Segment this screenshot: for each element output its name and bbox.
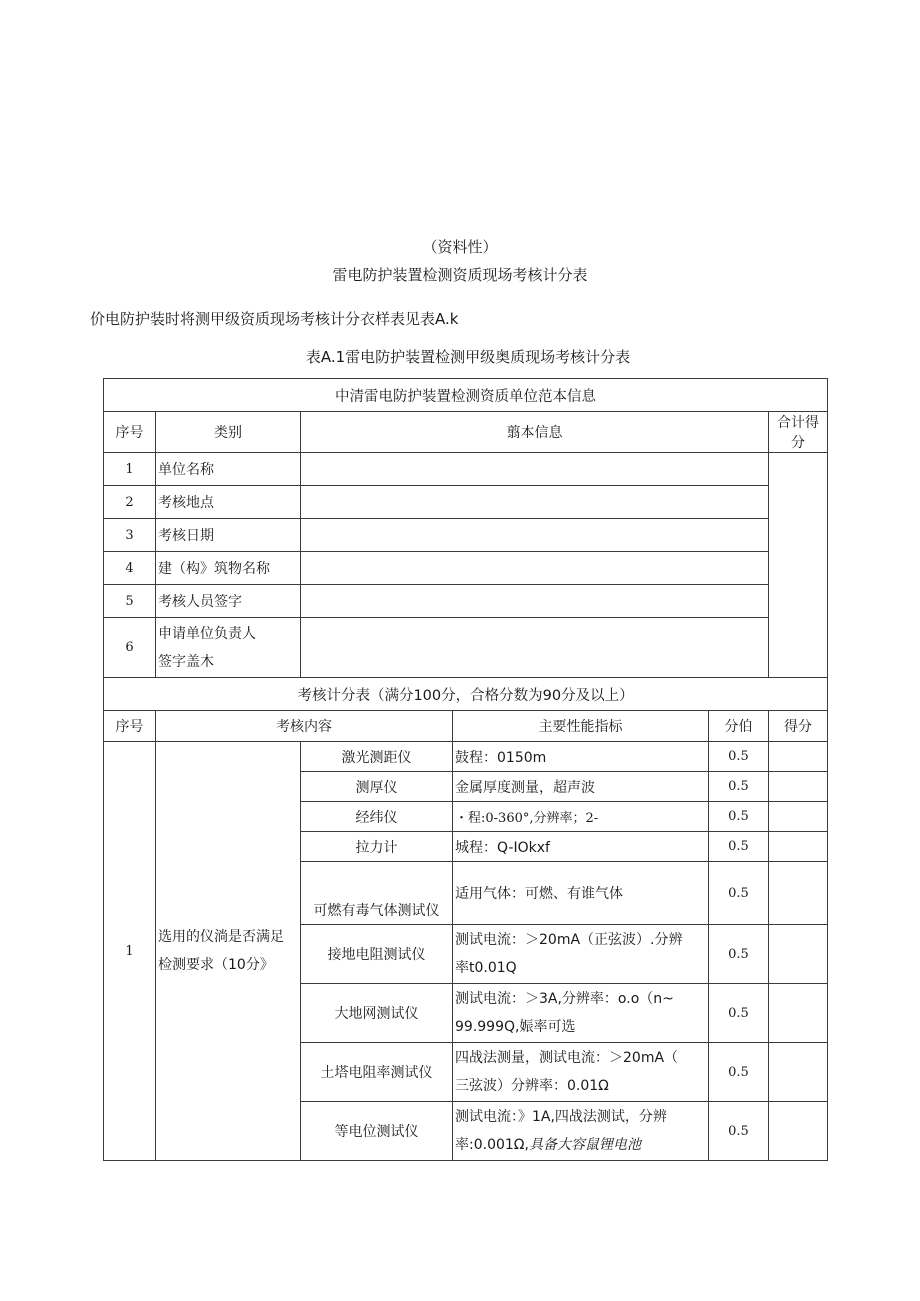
instrument-spec: 鼓程：0150m	[453, 742, 709, 772]
total-score-cell[interactable]	[769, 453, 828, 678]
info-cell[interactable]	[301, 519, 769, 552]
basic-row	[104, 552, 828, 585]
instrument-name: 拉力计	[301, 832, 453, 862]
basic-section-title: 中清雷电防护装置检测资质单位范本信息	[104, 379, 828, 412]
instrument-spec	[453, 925, 709, 984]
group-no: 1	[104, 742, 156, 1161]
instrument-spec-part: 具备大容鼠锂电池	[528, 1137, 641, 1153]
instrument-spec-line	[455, 1131, 706, 1159]
instrument-name: 可燃有毒气体测试仪	[301, 862, 453, 925]
table-caption: 表A.1雷电防护装置检测甲级奥质现场考核计分表	[305, 348, 631, 366]
instrument-spec: 金属厚度测量，超声波	[453, 772, 709, 802]
instrument-spec	[453, 1043, 709, 1102]
info-cell[interactable]	[301, 585, 769, 618]
row-category: 考核人员签字	[156, 585, 301, 618]
basic-row	[104, 486, 828, 519]
instrument-spec-part: 率:0.001Ω,	[455, 1137, 529, 1153]
group-content-line: 检测要求（10分》	[158, 957, 274, 973]
instrument-spec-line: 测试电流：＞3A,分辨率：o.o（n~	[455, 991, 674, 1007]
instrument-points: 0.5	[709, 1043, 769, 1102]
col-header-content: 考核内容	[156, 711, 453, 742]
row-no: 4	[104, 552, 156, 585]
instrument-points: 0.5	[709, 832, 769, 862]
score-cell[interactable]	[769, 1043, 828, 1102]
group-content-line: 选用的仪淌是否满足	[158, 929, 284, 945]
basic-row	[104, 585, 828, 618]
score-cell[interactable]	[769, 772, 828, 802]
score-table	[103, 378, 828, 1161]
instrument-spec	[453, 984, 709, 1043]
row-no: 3	[104, 519, 156, 552]
instrument-spec-line: 99.999Q,娠率可选	[455, 1019, 576, 1035]
info-cell[interactable]	[301, 453, 769, 486]
info-cell[interactable]	[301, 552, 769, 585]
score-cell[interactable]	[769, 862, 828, 925]
row-no: 5	[104, 585, 156, 618]
score-section-title: 考核计分表（满分100分，合格分数为90分及以上）	[104, 678, 828, 711]
instrument-spec: 适用气体：可燃、有谁气体	[453, 862, 709, 925]
instrument-points: 0.5	[709, 742, 769, 772]
col-header-score: 得分	[769, 711, 828, 742]
instrument-name: 大地网测试仪	[301, 984, 453, 1043]
row-category: 考核日期	[156, 519, 301, 552]
col-header-points: 分伯	[709, 711, 769, 742]
basic-header-row	[104, 412, 828, 453]
instrument-points: 0.5	[709, 772, 769, 802]
row-no: 1	[104, 453, 156, 486]
instrument-name: 土塔电阻率测试仪	[301, 1043, 453, 1102]
instrument-points: 0.5	[709, 984, 769, 1043]
score-cell[interactable]	[769, 925, 828, 984]
score-cell[interactable]	[769, 1102, 828, 1161]
score-cell[interactable]	[769, 832, 828, 862]
basic-row	[104, 519, 828, 552]
row-no: 2	[104, 486, 156, 519]
score-header-row	[104, 711, 828, 742]
score-cell[interactable]	[769, 802, 828, 832]
basic-row	[104, 453, 828, 486]
instrument-spec-line: 四战法测量，测试电流：＞20mA（	[455, 1050, 679, 1066]
col-header-category: 类别	[156, 412, 301, 453]
instrument-spec	[453, 1102, 709, 1161]
col-header-no: 序号	[104, 412, 156, 453]
instrument-name: 测厚仪	[301, 772, 453, 802]
col-header-info: 翦本信息	[301, 412, 769, 453]
instrument-spec: 城程：Q-IOkxf	[453, 832, 709, 862]
col-header-no: 序号	[104, 711, 156, 742]
instrument-points: 0.5	[709, 802, 769, 832]
score-row	[104, 742, 828, 772]
instrument-name: 接地电阻测试仪	[301, 925, 453, 984]
info-cell[interactable]	[301, 618, 769, 678]
instrument-points: 0.5	[709, 1102, 769, 1161]
row-category-line: 申请单位负责人	[158, 625, 256, 642]
row-category	[156, 618, 301, 678]
info-cell[interactable]	[301, 486, 769, 519]
row-category: 单位名称	[156, 453, 301, 486]
score-cell[interactable]	[769, 984, 828, 1043]
instrument-points: 0.5	[709, 862, 769, 925]
intro-text: 价电防护装时将测甲级资质现场考核计分衣样表见表A.k	[90, 310, 459, 328]
row-no: 6	[104, 618, 156, 678]
col-header-spec: 主要性能指标	[453, 711, 709, 742]
document-note: （资料性）	[422, 238, 498, 256]
row-category: 建（构》筑物名称	[156, 552, 301, 585]
instrument-points: 0.5	[709, 925, 769, 984]
score-cell[interactable]	[769, 742, 828, 772]
instrument-name: 经纬仪	[301, 802, 453, 832]
basic-row	[104, 618, 828, 678]
instrument-spec-line: 三弦波）分辨率：0.01Ω	[455, 1078, 609, 1094]
col-header-total: 合计得分	[769, 412, 828, 453]
row-category-line: 签字盖木	[158, 653, 214, 670]
instrument-spec-line: 测试电流：＞20mA（正弦波）.分辨	[455, 932, 683, 948]
instrument-name: 等电位测试仪	[301, 1102, 453, 1161]
instrument-name: 激光测距仪	[301, 742, 453, 772]
group-content	[156, 742, 301, 1161]
document-title: 雷电防护装置检测资质现场考核计分表	[332, 266, 588, 284]
instrument-spec-line: 率t0.01Q	[455, 960, 517, 976]
instrument-spec-line: 测试电流：》1A,四战法测试，分辨	[455, 1109, 667, 1125]
instrument-spec: ・程:0-360°,分辨率；2-	[453, 802, 709, 832]
row-category: 考核地点	[156, 486, 301, 519]
